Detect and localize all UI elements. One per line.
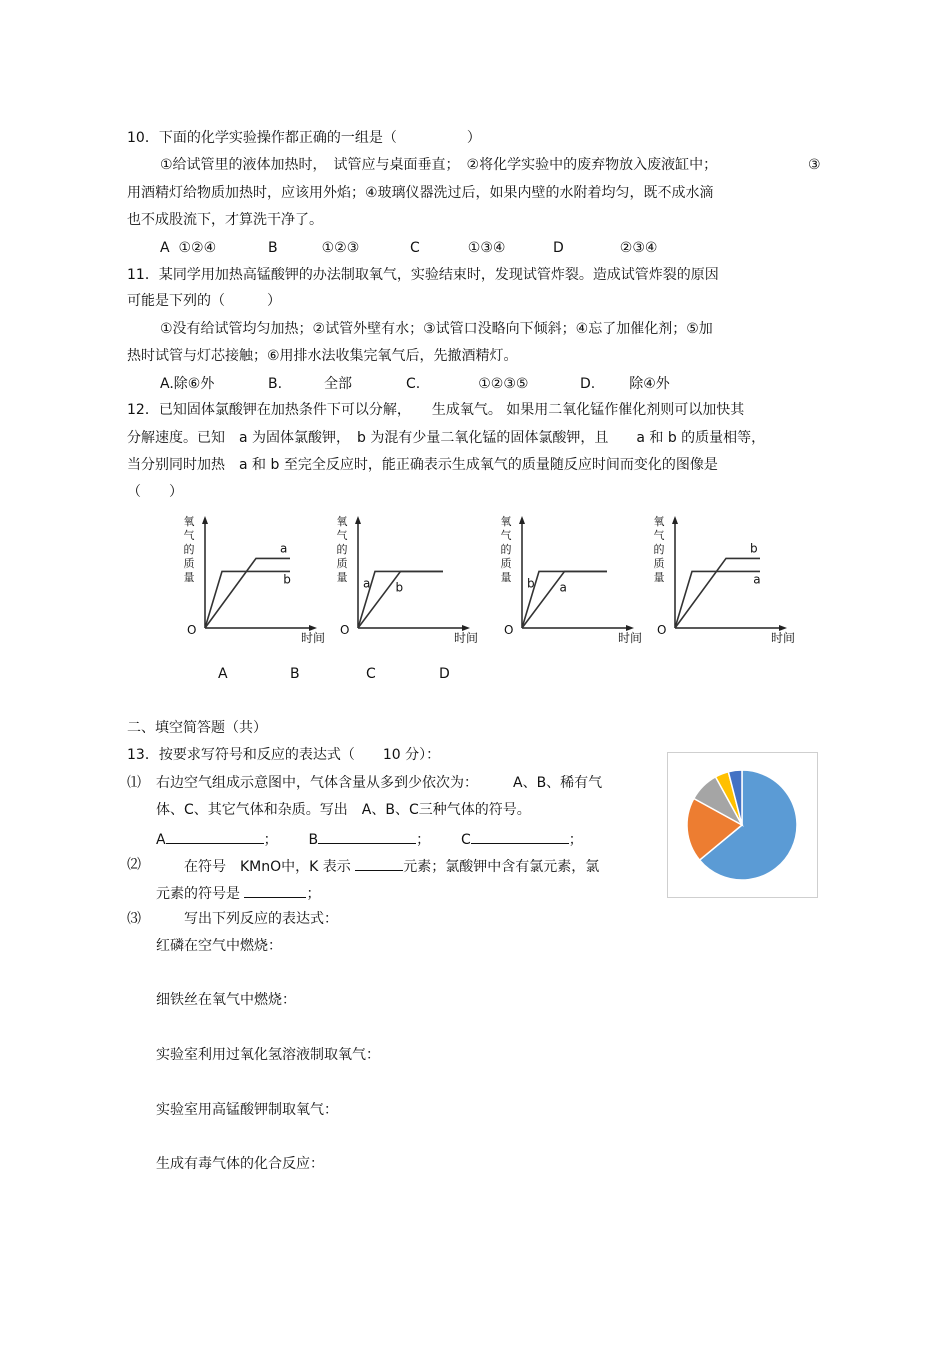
cl-symbol-input[interactable] <box>244 883 306 898</box>
graph-ylabel: 氧气的质量 <box>336 515 348 584</box>
q13-blanks-row <box>156 829 583 849</box>
q13-p2-number: ⑵ <box>127 857 141 873</box>
graph-svg <box>183 512 333 647</box>
series-line-b <box>675 558 760 628</box>
graph-xlabel: 时间 <box>454 631 479 645</box>
reaction-2: 细铁丝在氧气中燃烧： <box>156 992 296 1008</box>
series-label-a: a <box>753 572 761 587</box>
q13-p1-line2: 体、C、其它气体和杂质。写出 A、B、C三种气体的符号。 <box>156 802 531 818</box>
pie-svg <box>668 753 817 897</box>
q13-p3-number: ⑶ <box>127 911 141 927</box>
y-axis-arrow <box>202 516 208 524</box>
reaction-5: 生成有毒气体的化合反应： <box>156 1156 324 1172</box>
q12-line2: 分解速度。已知 a 为固体氯酸钾， b 为混有少量二氧化锰的固体氯酸钾，且 a 和 b 的质量相等， <box>127 430 766 446</box>
graph-origin: O <box>504 623 514 637</box>
graph-origin: O <box>340 623 350 637</box>
q12-choice-d[interactable]: D <box>439 666 450 682</box>
q13-p1-number: ⑴ <box>127 775 141 791</box>
q11-stem-1: 11．某同学用加热高锰酸钾的办法制取氧气，实验结束时，发现试管炸裂。造成试管炸裂的原因 <box>127 267 719 283</box>
blank-b-sep: ； <box>416 832 431 848</box>
q10-option-d[interactable]: D ②③④ <box>553 240 658 256</box>
graph-origin: O <box>187 623 197 637</box>
q13-p1-line1: 右边空气组成示意图中，气体含量从多到少依次为： A、B、稀有气 <box>156 775 603 791</box>
graph-origin: O <box>657 623 667 637</box>
graph-xlabel: 时间 <box>301 631 326 645</box>
section2-title: 二、填空简答题（共） <box>127 720 267 736</box>
q10-stem: 10．下面的化学实验操作都正确的一组是（ ） <box>127 130 481 146</box>
q11-option-d[interactable]: D. 除④外 <box>580 376 670 392</box>
blank-a-sep: ； <box>263 832 278 848</box>
q10-line1: ①给试管里的液体加热时， 试管应与桌面垂直； ②将化学实验中的废弃物放入废液缸中； <box>160 157 718 173</box>
q11-line1: ①没有给试管均匀加热；②试管外壁有水；③试管口没略向下倾斜；④忘了加催化剂；⑤加 <box>160 321 713 337</box>
blank-a-label: A <box>156 832 166 848</box>
series-label-a: a <box>559 580 567 595</box>
q12-choice-c[interactable]: C <box>366 666 376 682</box>
q11-stem-2: 可能是下列的（ ） <box>127 293 281 309</box>
series-label-a: a <box>363 576 371 591</box>
q11-option-a[interactable]: A.除⑥外 <box>160 376 215 392</box>
series-line-a <box>675 571 760 628</box>
graph-ylabel: 氧气的质量 <box>500 515 512 584</box>
q13-stem: 13．按要求写符号和反应的表达式（ 10 分）： <box>127 747 441 763</box>
graph-ylabel: 氧气的质量 <box>653 515 665 584</box>
q10-option-c[interactable]: C ①③④ <box>410 240 506 256</box>
blank-a-input[interactable] <box>166 829 264 844</box>
q12-choice-a[interactable]: A <box>218 666 228 682</box>
graph-panel-d <box>653 512 803 647</box>
graph-svg <box>500 512 650 647</box>
q13-p3-line: 写出下列反应的表达式： <box>184 911 338 927</box>
y-axis-arrow <box>355 516 361 524</box>
series-line-a <box>205 558 290 628</box>
graph-svg <box>336 512 486 647</box>
graph-ylabel: 氧气的质量 <box>183 515 195 584</box>
series-label-b: b <box>527 576 535 591</box>
blank-c-input[interactable] <box>471 829 569 844</box>
q12-line4: （ ） <box>127 484 183 500</box>
blank-c-label: C <box>461 832 471 848</box>
reaction-3: 实验室利用过氧化氢溶液制取氧气： <box>156 1047 380 1063</box>
q10-line2: 用酒精灯给物质加热时，应该用外焰；④玻璃仪器洗过后，如果内壁的水附着均匀，既不成水滴 <box>127 185 714 201</box>
k-element-input[interactable] <box>355 856 403 871</box>
q10-option-a[interactable]: A ①②④ <box>160 240 217 256</box>
series-line-b <box>205 571 290 628</box>
q12-line1: 12．已知固体氯酸钾在加热条件下可以分解， 生成氧气。 如果用二氧化锰作催化剂则可以加快其 <box>127 402 745 418</box>
y-axis-arrow <box>519 516 525 524</box>
q10-option-b[interactable]: B ①②③ <box>268 240 360 256</box>
q10-line3: 也不成股流下，才算洗干净了。 <box>127 212 323 228</box>
graph-panel-b <box>336 512 486 647</box>
reaction-1: 红磷在空气中燃烧： <box>156 938 282 954</box>
q10-line1-tail: ③ <box>808 157 821 173</box>
q11-option-b[interactable]: B. 全部 <box>268 376 353 392</box>
series-label-b: b <box>395 580 404 595</box>
graph-panel-a <box>183 512 333 647</box>
air-composition-chart <box>667 752 818 898</box>
graph-svg <box>653 512 803 647</box>
series-label-b: b <box>750 541 758 556</box>
blank-b-input[interactable] <box>318 829 416 844</box>
reaction-4: 实验室用高锰酸钾制取氧气： <box>156 1102 338 1118</box>
graph-xlabel: 时间 <box>771 631 796 645</box>
series-label-b: b <box>283 572 291 587</box>
q13-p2-line2: 元素的符号是 ； <box>156 883 320 903</box>
blank-c-sep: ； <box>568 832 583 848</box>
graph-panel-c <box>500 512 650 647</box>
q11-option-c[interactable]: C. ①②③⑤ <box>406 376 529 392</box>
y-axis-arrow <box>672 516 678 524</box>
q11-line2: 热时试管与灯芯接触；⑥用排水法收集完氧气后，先撤酒精灯。 <box>127 348 518 364</box>
q12-choice-b[interactable]: B <box>290 666 300 682</box>
blank-b-label: B <box>308 832 319 848</box>
graph-xlabel: 时间 <box>618 631 643 645</box>
q12-line3: 当分别同时加热 a 和 b 至完全反应时，能正确表示生成氧气的质量随反应时间而变化的图像是 <box>127 457 718 473</box>
q13-p2-line1: 在符号 KMnO中，K 表示 元素；氯酸钾中含有氯元素，氯 <box>184 856 599 876</box>
series-label-a: a <box>280 541 288 556</box>
